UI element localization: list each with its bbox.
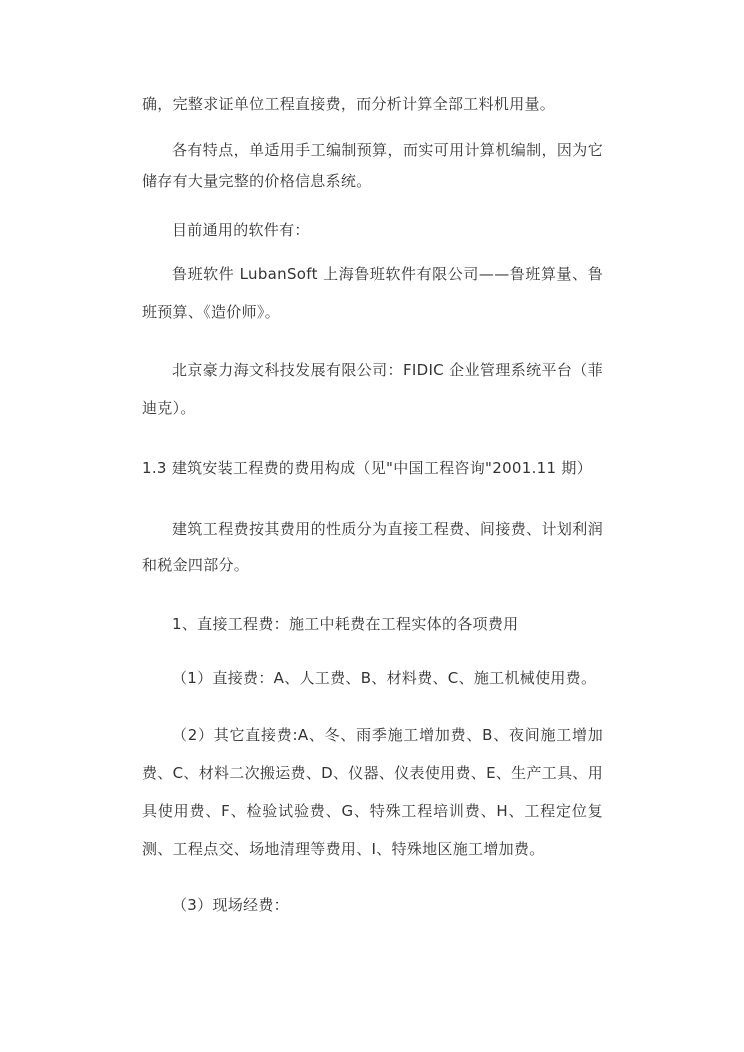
paragraph-item-1-3-site-expense: （3）现场经费： [172, 896, 289, 914]
paragraph-continuation-direct-cost: 确，完整求证单位工程直接费，而分析计算全部工料机用量。 [142, 95, 556, 113]
paragraph-item-1-direct-engineering-cost: 1、直接工程费：施工中耗费在工程实体的各项费用 [172, 615, 519, 633]
paragraph-manual-vs-computer: 各有特点，单适用手工编制预算，而实可用计算机编制，因为它储存有大量完整的价格信息系统。 [142, 141, 603, 190]
paragraph-luban-software: 鲁班软件 LubanSoft 上海鲁班软件有限公司——鲁班算量、鲁班预算、《造价师》。 [142, 265, 603, 321]
paragraph-beijing-fidic-platform: 北京豪力海文科技发展有限公司：FIDIC 企业管理系统平台（菲迪克）。 [142, 361, 603, 417]
paragraph-cost-four-parts: 建筑工程费按其费用的性质分为直接工程费、间接费、计划利润和税金四部分。 [142, 520, 603, 574]
section-heading-1-3: 1.3 建筑安装工程费的费用构成（见"中国工程咨询"2001.11 期） [142, 459, 593, 477]
paragraph-common-software-intro: 目前通用的软件有： [172, 221, 310, 239]
paragraph-item-1-1-direct-cost: （1）直接费：A、人工费、B、材料费、C、施工机械使用费。 [172, 669, 597, 687]
paragraph-item-1-2-other-direct-cost: （2）其它直接费:A、冬、雨季施工增加费、B、夜间施工增加费、C、材料二次搬运费、D、仪器、仪表使用费、E、生产工具、用具使用费、F、检验试验费、G、特殊工程培训费、H、工程定位复测、工程点交、场地清理等费用、I、特殊地区施工增加费。 [142, 726, 603, 858]
